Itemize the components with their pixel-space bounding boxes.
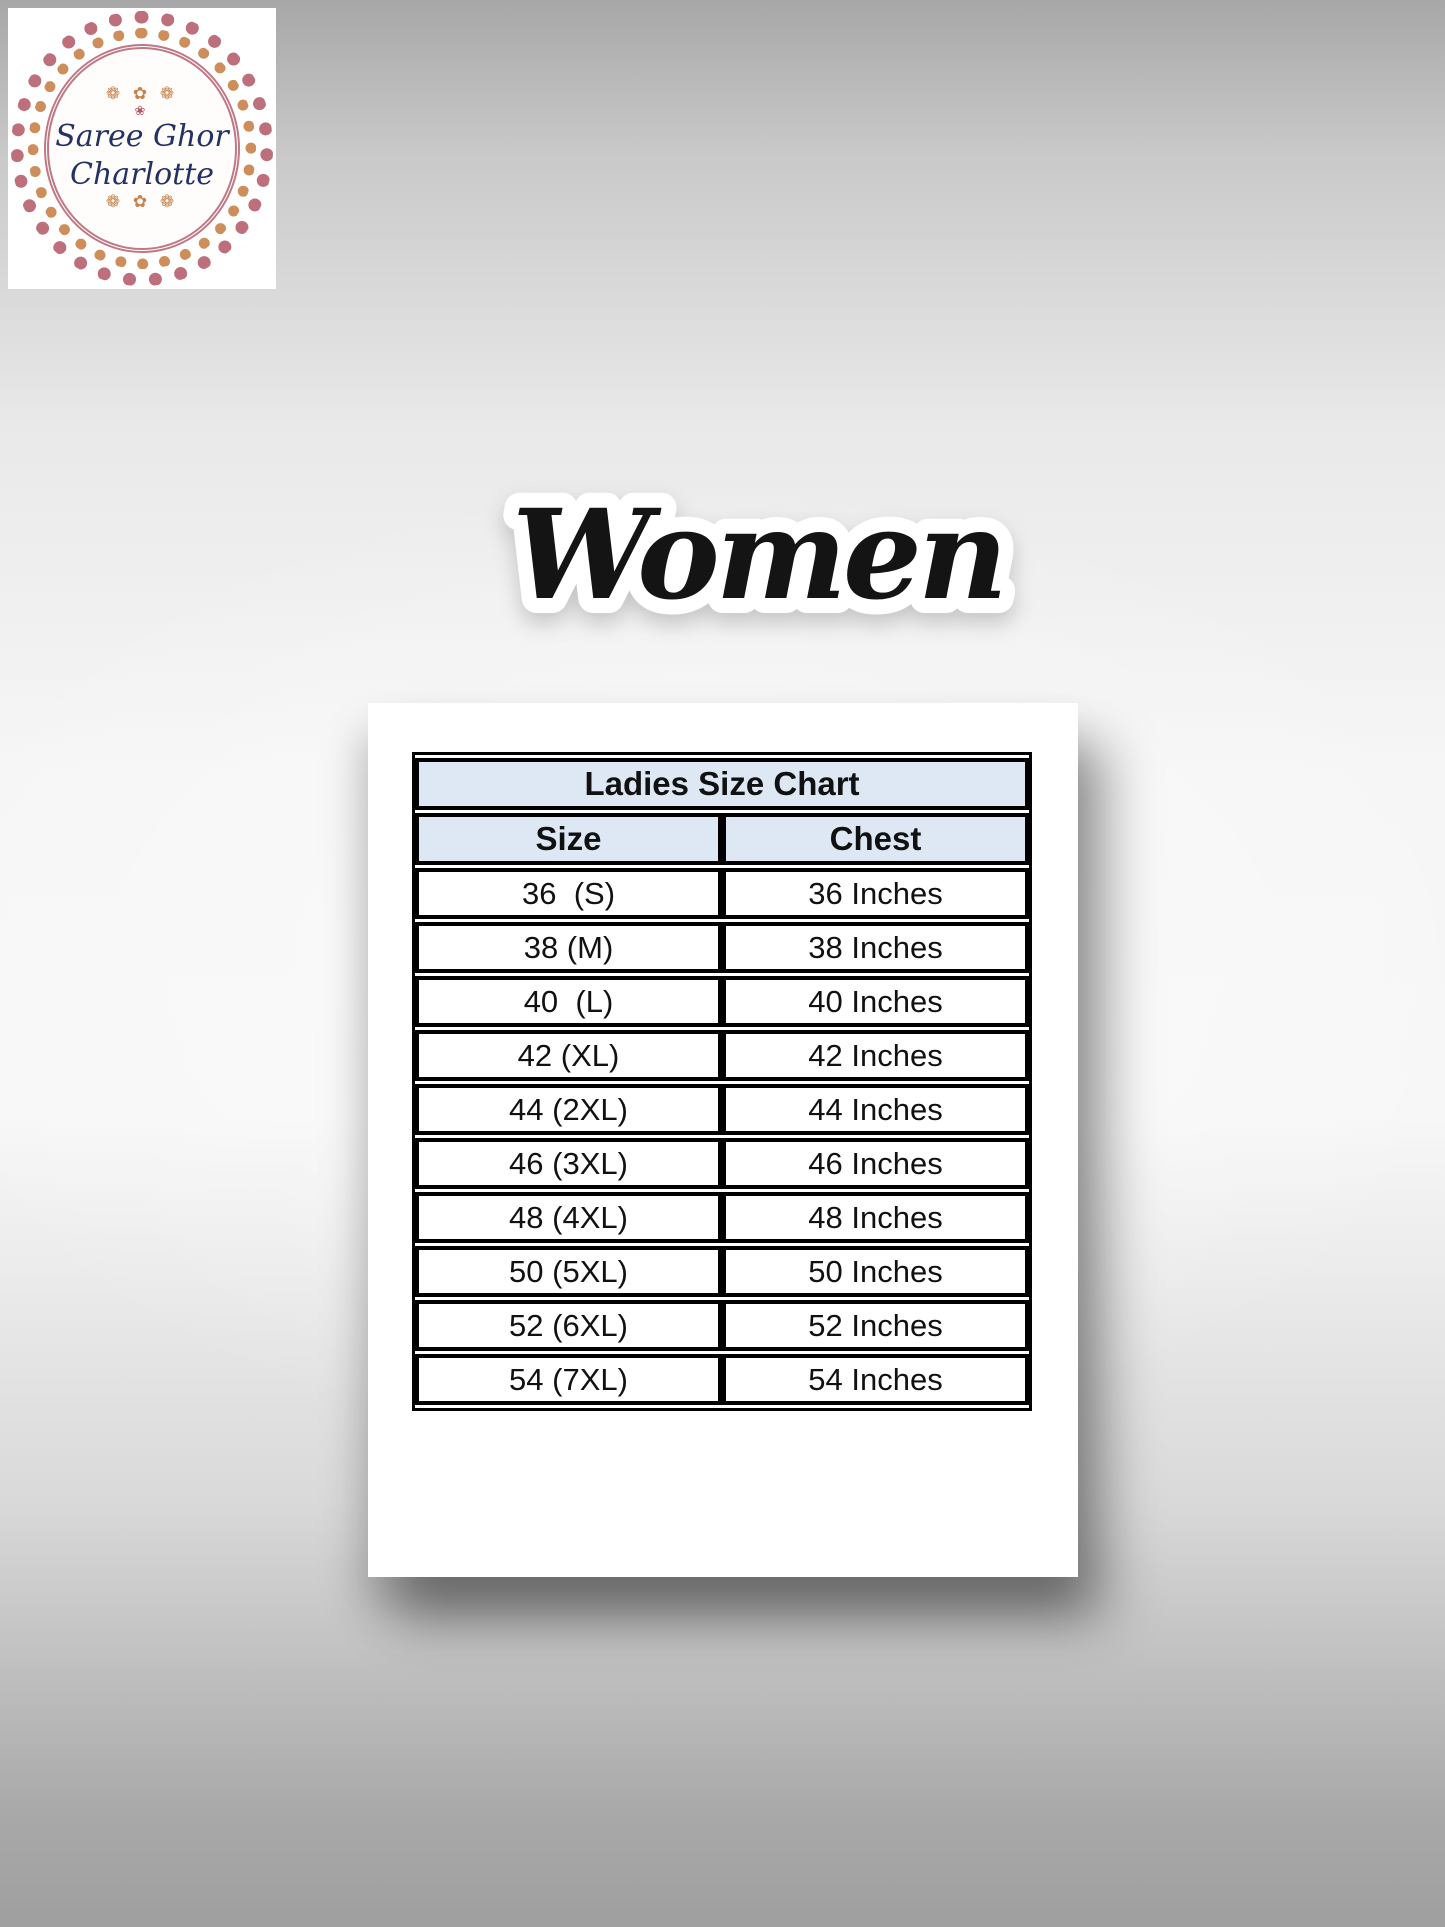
table-row: [415, 1030, 1029, 1081]
table-header-row: [415, 813, 1029, 865]
table-row: [415, 1300, 1029, 1351]
size-cell: 38 (M): [415, 922, 722, 973]
table-row: [415, 976, 1029, 1027]
women-heading-sticker: [478, 448, 1038, 668]
table-row: [415, 1138, 1029, 1189]
size-cell: 48 (4XL): [415, 1192, 722, 1243]
size-cell: 42 (XL): [415, 1030, 722, 1081]
logo-center: [52, 52, 232, 245]
chest-cell: 38 Inches: [722, 922, 1029, 973]
table-title-row: [415, 758, 1029, 810]
ladies-size-chart-table: [412, 752, 1032, 1411]
table-row: [415, 1246, 1029, 1297]
chest-cell: 40 Inches: [722, 976, 1029, 1027]
column-header-size: Size: [415, 813, 722, 865]
chest-cell: 44 Inches: [722, 1084, 1029, 1135]
chest-cell: 46 Inches: [722, 1138, 1029, 1189]
brand-name-line1: Saree Ghor: [55, 119, 229, 155]
chest-cell: 48 Inches: [722, 1192, 1029, 1243]
size-cell: 36 (S): [415, 868, 722, 919]
table-row: [415, 922, 1029, 973]
size-cell: 54 (7XL): [415, 1354, 722, 1405]
logo-crown-icon: ❀: [134, 102, 150, 118]
size-chart-card: [368, 703, 1078, 1577]
chest-cell: 50 Inches: [722, 1246, 1029, 1297]
column-header-chest: Chest: [722, 813, 1029, 865]
table-row: [415, 1354, 1029, 1405]
table-row: [415, 1192, 1029, 1243]
chest-cell: 36 Inches: [722, 868, 1029, 919]
size-cell: 40 (L): [415, 976, 722, 1027]
size-cell: 50 (5XL): [415, 1246, 722, 1297]
size-cell: 44 (2XL): [415, 1084, 722, 1135]
chest-cell: 52 Inches: [722, 1300, 1029, 1351]
chest-cell: 42 Inches: [722, 1030, 1029, 1081]
logo-flourish-top-icon: ❁ ✿ ❁: [105, 84, 179, 104]
women-heading-text: Women: [511, 483, 1005, 628]
table-row: [415, 868, 1029, 919]
size-cell: 46 (3XL): [415, 1138, 722, 1189]
table-title: Ladies Size Chart: [415, 758, 1029, 810]
chest-cell: 54 Inches: [722, 1354, 1029, 1405]
logo-flourish-bottom-icon: ❁ ✿ ❁: [105, 192, 179, 212]
brand-logo: [8, 8, 276, 289]
table-row: [415, 1084, 1029, 1135]
brand-name-line2: Charlotte: [69, 156, 215, 192]
size-cell: 52 (6XL): [415, 1300, 722, 1351]
